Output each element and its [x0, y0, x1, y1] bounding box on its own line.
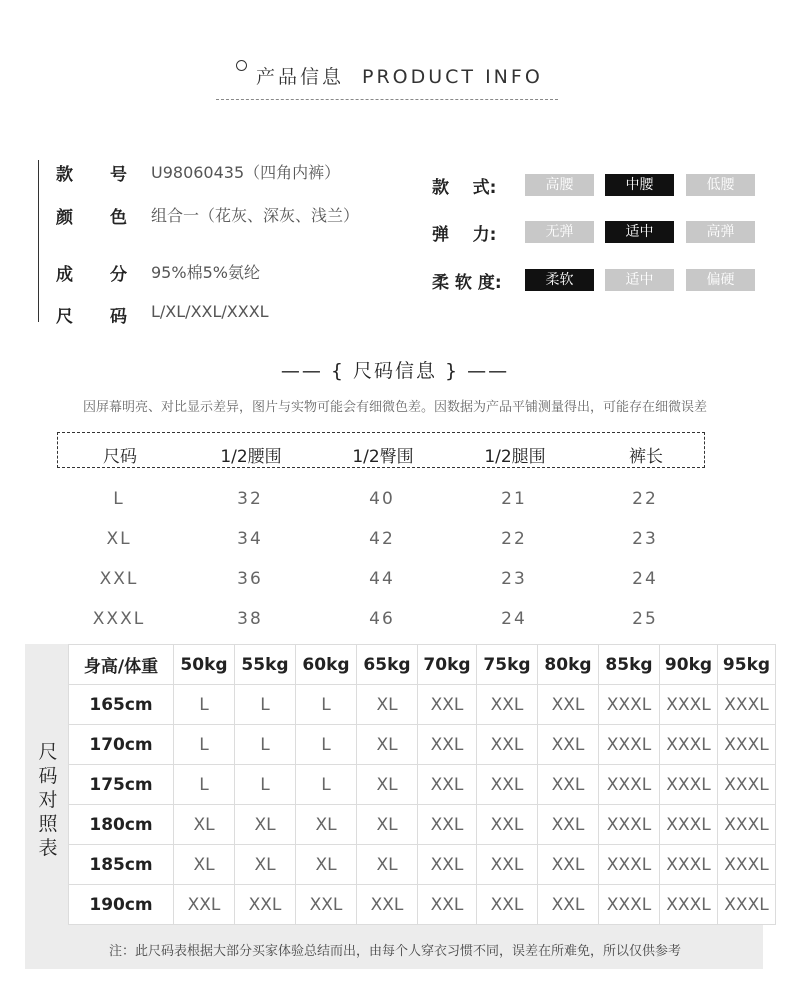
size-header-cell: 裤长 [629, 447, 663, 467]
size-recommendation-cell: XXL [477, 845, 538, 885]
size-recommendation-cell: XXXL [599, 765, 660, 805]
height-cell: 190cm [69, 885, 174, 925]
size-recommendation-cell: L [296, 685, 357, 725]
size-recommendation-cell: L [235, 685, 296, 725]
size-recommendation-cell: XXXL [660, 725, 718, 765]
size-recommendation-cell: XXL [418, 685, 477, 725]
size-recommendation-cell: XXL [418, 725, 477, 765]
info-key-char: 号 [110, 165, 127, 185]
size-recommendation-cell: XXL [357, 885, 418, 925]
size-recommendation-cell: XXL [538, 725, 599, 765]
info-value: 组合一（花灰、深灰、浅兰） [151, 206, 360, 225]
size-cell: 40 [369, 489, 395, 509]
size-recommendation-cell: XXL [538, 805, 599, 845]
size-recommendation-cell: XXXL [718, 725, 776, 765]
size-cell: 24 [501, 609, 527, 629]
size-recommendation-cell: XXL [538, 885, 599, 925]
size-recommendation-cell: XL [357, 845, 418, 885]
size-recommendation-cell: XL [357, 765, 418, 805]
info-value: 95%棉5%氨纶 [151, 263, 260, 282]
size-info-title: —— { 尺码信息 } —— [280, 360, 510, 382]
attribute-option: 高腰 [525, 174, 594, 196]
size-recommendation-cell: XXL [477, 805, 538, 845]
size-cell: 34 [237, 529, 263, 549]
reference-corner-cell: 身高/体重 [69, 645, 174, 685]
height-cell: 175cm [69, 765, 174, 805]
size-recommendation-cell: XXL [477, 685, 538, 725]
reference-row [69, 765, 776, 805]
size-header-cell: 尺码 [103, 447, 137, 467]
header-title-en: PRODUCT INFO [362, 66, 543, 88]
height-cell: 185cm [69, 845, 174, 885]
attribute-label: 款 式: [432, 178, 497, 198]
size-recommendation-cell: XXL [538, 765, 599, 805]
size-recommendation-cell: XL [296, 805, 357, 845]
info-key-char: 成 [56, 265, 73, 285]
size-recommendation-cell: XXL [174, 885, 235, 925]
size-cell: 46 [369, 609, 395, 629]
size-header-cell: 1/2腰围 [220, 447, 282, 467]
weight-header-cell: 70kg [418, 645, 477, 685]
size-cell: 22 [501, 529, 527, 549]
size-recommendation-cell: XL [235, 845, 296, 885]
header-title-cn: 产品信息 [256, 66, 345, 88]
reference-row [69, 725, 776, 765]
attribute-label: 弹 力: [432, 225, 497, 245]
weight-header-cell: 85kg [599, 645, 660, 685]
size-recommendation-cell: XXXL [599, 885, 660, 925]
size-recommendation-cell: XXL [418, 805, 477, 845]
size-cell: XXL [99, 569, 139, 589]
attribute-option: 适中 [605, 269, 674, 291]
size-recommendation-cell: XXL [538, 685, 599, 725]
weight-header-cell: 60kg [296, 645, 357, 685]
size-cell: 25 [632, 609, 658, 629]
size-cell: 21 [501, 489, 527, 509]
size-recommendation-cell: XXL [418, 765, 477, 805]
size-recommendation-cell: L [235, 765, 296, 805]
size-recommendation-cell: XXXL [660, 845, 718, 885]
size-recommendation-cell: XXL [477, 765, 538, 805]
info-key-char: 码 [110, 307, 127, 327]
size-recommendation-cell: XL [357, 685, 418, 725]
attribute-option: 无弹 [525, 221, 594, 243]
info-value: L/XL/XXL/XXXL [151, 302, 269, 321]
size-cell: 23 [501, 569, 527, 589]
info-left-bar [38, 160, 39, 322]
size-recommendation-cell: XXXL [718, 845, 776, 885]
info-key-char: 尺 [56, 307, 73, 327]
size-recommendation-cell: XXXL [718, 685, 776, 725]
section-header [256, 62, 543, 89]
weight-header-cell: 50kg [174, 645, 235, 685]
reference-row [69, 685, 776, 725]
size-recommendation-cell: XXXL [599, 845, 660, 885]
attribute-option: 高弹 [686, 221, 755, 243]
size-cell: 24 [632, 569, 658, 589]
size-recommendation-cell: XXXL [660, 885, 718, 925]
size-recommendation-cell: XXL [296, 885, 357, 925]
size-recommendation-cell: L [296, 725, 357, 765]
size-recommendation-cell: XXXL [660, 685, 718, 725]
size-recommendation-cell: XXL [418, 845, 477, 885]
size-header-cell: 1/2臀围 [352, 447, 414, 467]
header-circle-icon [236, 60, 247, 71]
size-recommendation-cell: L [296, 765, 357, 805]
attribute-option: 低腰 [686, 174, 755, 196]
size-cell: 22 [632, 489, 658, 509]
size-recommendation-cell: L [174, 765, 235, 805]
attribute-option: 适中 [605, 221, 674, 243]
header-divider [216, 99, 558, 100]
attribute-label: 柔 软 度: [432, 273, 502, 293]
attribute-option: 柔软 [525, 269, 594, 291]
size-recommendation-cell: XXL [235, 885, 296, 925]
size-recommendation-cell: XL [296, 845, 357, 885]
size-cell: 36 [237, 569, 263, 589]
size-recommendation-cell: XL [235, 805, 296, 845]
size-cell: 38 [237, 609, 263, 629]
size-cell: 32 [237, 489, 263, 509]
reference-row [69, 885, 776, 925]
weight-header-cell: 55kg [235, 645, 296, 685]
size-recommendation-cell: XXXL [718, 805, 776, 845]
size-recommendation-cell: XL [357, 805, 418, 845]
size-cell: 23 [632, 529, 658, 549]
size-recommendation-cell: L [174, 725, 235, 765]
size-recommendation-cell: XXXL [660, 805, 718, 845]
size-cell: XL [106, 529, 132, 549]
weight-header-cell: 80kg [538, 645, 599, 685]
size-recommendation-cell: XXXL [660, 765, 718, 805]
info-key-char: 分 [110, 265, 127, 285]
size-recommendation-cell: L [174, 685, 235, 725]
attribute-option: 中腰 [605, 174, 674, 196]
weight-header-cell: 95kg [718, 645, 776, 685]
size-recommendation-cell: XL [174, 845, 235, 885]
size-cell: 44 [369, 569, 395, 589]
size-recommendation-cell: XXL [477, 725, 538, 765]
attribute-option: 偏硬 [686, 269, 755, 291]
weight-header-cell: 65kg [357, 645, 418, 685]
reference-header-row [69, 645, 776, 685]
size-recommendation-cell: XXXL [718, 885, 776, 925]
reference-row [69, 805, 776, 845]
height-cell: 180cm [69, 805, 174, 845]
height-cell: 170cm [69, 725, 174, 765]
height-cell: 165cm [69, 685, 174, 725]
weight-header-cell: 75kg [477, 645, 538, 685]
info-key-char: 颜 [56, 208, 73, 228]
size-recommendation-cell: XXXL [599, 805, 660, 845]
reference-row [69, 845, 776, 885]
size-cell: L [113, 489, 125, 509]
size-reference-table [68, 644, 776, 925]
size-recommendation-cell: XL [174, 805, 235, 845]
size-recommendation-cell: XL [357, 725, 418, 765]
weight-header-cell: 90kg [660, 645, 718, 685]
size-cell: XXXL [92, 609, 146, 629]
info-key-char: 款 [56, 165, 73, 185]
size-info-note: 因屏幕明亮、对比显示差异，图片与实物可能会有细微色差。因数据为产品平铺测量得出，可能存在细微误差 [82, 400, 707, 415]
size-reference-note: 注：此尺码表根据大部分买家体验总结而出，由每个人穿衣习惯不同，误差在所难免，所以仅供参考 [108, 944, 681, 959]
size-recommendation-cell: XXXL [599, 725, 660, 765]
size-recommendation-cell: XXXL [599, 685, 660, 725]
size-recommendation-cell: XXL [477, 885, 538, 925]
size-reference-label: 尺码对照表 [38, 741, 58, 859]
size-cell: 42 [369, 529, 395, 549]
size-recommendation-cell: XXL [418, 885, 477, 925]
size-header-cell: 1/2腿围 [484, 447, 546, 467]
size-recommendation-cell: L [235, 725, 296, 765]
info-key-char: 色 [110, 208, 127, 228]
info-value: U98060435（四角内裤） [151, 163, 341, 182]
size-recommendation-cell: XXL [538, 845, 599, 885]
size-table-header [57, 432, 705, 468]
size-recommendation-cell: XXXL [718, 765, 776, 805]
